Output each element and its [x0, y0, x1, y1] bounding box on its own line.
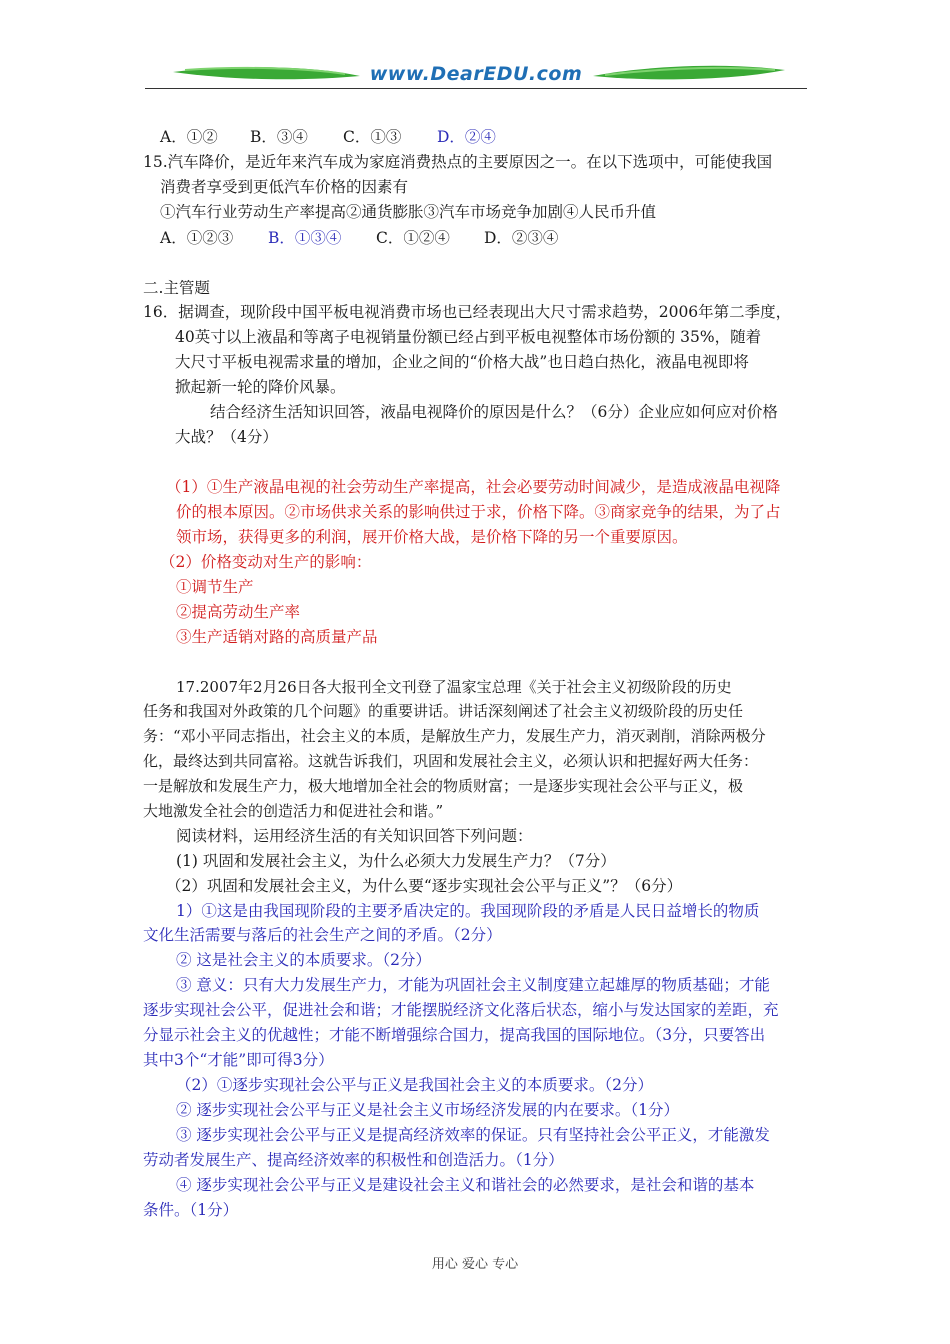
q16-question-line: 大战？（4分） — [175, 428, 278, 446]
q17-answer-line: （2）①逐步实现社会公平与正义是我国社会主义的本质要求。（2分） — [176, 1076, 653, 1094]
q16-answer-line: ③生产适销对路的高质量产品 — [176, 628, 378, 646]
q16-answer-line: ②提高劳动生产率 — [176, 603, 301, 621]
q16-stem-line: 16．据调查，现阶段中国平板电视消费市场也已经表现出大尺寸需求趋势，2006年第二季度， — [143, 303, 792, 321]
q17-answer-line: 分显示社会主义的优越性；才能不断增强综合国力，提高我国的国际地位。（3分，只要答出 — [143, 1026, 766, 1044]
q17-instruction: 阅读材料，运用经济生活的有关知识回答下列问题： — [176, 827, 533, 845]
page-header — [145, 60, 807, 92]
q17-stem-line: 一是解放和发展生产力，极大地增加全社会的物质财富；一是逐步实现社会公平与正义，极 — [143, 777, 744, 795]
q16-answer-line: 价的根本原因。②市场供求关系的影响供过于求，价格下降。③商家竞争的结果，为了占 — [176, 503, 781, 521]
q17-stem-line: 务：“邓小平同志指出，社会主义的本质，是解放生产力，发展生产力，消灭剥削，消除两极分 — [143, 727, 766, 745]
q16-stem-line: 40英寸以上液晶和等离子电视销量份额已经占到平板电视整体市场份额的 35%，随着 — [175, 328, 762, 346]
q15-stem-line: 消费者享受到更低汽车价格的因素有 — [160, 178, 409, 196]
q16-answer-line: 领市场，获得更多的利润，展开价格大战，是价格下降的另一个重要原因。 — [176, 528, 688, 546]
q15-option-d: D．②③④ — [484, 229, 559, 247]
q16-answer-line: （1）①生产液晶电视的社会劳动生产率提高，社会必要劳动时间减少，是造成液晶电视降 — [166, 478, 781, 496]
q16-stem-line: 大尺寸平板电视需求量的增加，企业之间的“价格大战”也日趋白热化，液晶电视即将 — [175, 353, 749, 371]
q17-stem-line: 化，最终达到共同富裕。这就告诉我们，巩固和发展社会主义，必须认识和把握好两大任务： — [143, 752, 759, 770]
q16-stem-line: 掀起新一轮的降价风暴。 — [175, 378, 346, 396]
q17-stem-line: 任务和我国对外政策的几个问题》的重要讲话。讲话深刻阐述了社会主义初级阶段的历史任 — [143, 702, 744, 720]
section-title: 二.主管题 — [143, 279, 210, 297]
q17-answer-line: ③ 意义：只有大力发展生产力，才能为巩固社会主义制度建立起雄厚的物质基础；才能 — [176, 976, 770, 994]
q17-answer-line: ② 逐步实现社会公平与正义是社会主义市场经济发展的内在要求。（1分） — [176, 1101, 680, 1119]
q17-answer-line: ③ 逐步实现社会公平与正义是提高经济效率的保证。只有坚持社会公平正义，才能激发 — [176, 1126, 770, 1144]
q15-stem-line: 15.汽车降价，是近年来汽车成为家庭消费热点的主要原因之一。在以下选项中，可能使我国 — [143, 153, 773, 171]
q14-option-a: A．①② — [160, 128, 218, 146]
q16-question-line: 结合经济生活知识回答，液晶电视降价的原因是什么？（6分）企业应如何应对价格 — [210, 403, 778, 421]
q17-answer-line: 劳动者发展生产、提高经济效率的积极性和创造活力。（1分） — [143, 1151, 564, 1169]
q16-answer-line: ①调节生产 — [176, 578, 254, 596]
q15-choices-line: ①汽车行业劳动生产率提高②通货膨胀③汽车市场竞争加剧④人民币升值 — [160, 203, 657, 221]
q15-option-a: A．①②③ — [160, 229, 234, 247]
q17-question-1: (1) 巩固和发展社会主义，为什么必须大力发展生产力？（7分） — [176, 852, 616, 870]
q17-question-2: （2）巩固和发展社会主义，为什么要“逐步实现社会公平与正义”？（6分） — [166, 877, 683, 895]
q17-answer-line: 其中3个“才能”即可得3分） — [143, 1051, 334, 1069]
q17-answer-line: 逐步实现社会公平，促进社会和谐；才能摆脱经济文化落后状态，缩小与发达国家的差距，充 — [143, 1001, 779, 1019]
q17-stem-line: 17.2007年2月26日各大报刊全文刊登了温家宝总理《关于社会主义初级阶段的历史 — [176, 678, 732, 696]
q17-answer-line: 1）①这是由我国现阶段的主要矛盾决定的。我国现阶段的矛盾是人民日益增长的物质 — [176, 902, 760, 920]
q17-answer-line: 条件。（1分） — [143, 1201, 239, 1219]
q17-answer-line: 文化生活需要与落后的社会生产之间的矛盾。（2分） — [143, 926, 502, 944]
q14-option-d: D．②④ — [437, 128, 496, 146]
q15-option-c: C．①②④ — [376, 229, 450, 247]
q15-option-b: B．①③④ — [268, 229, 342, 247]
q17-answer-line: ② 这是社会主义的本质要求。（2分） — [176, 951, 432, 969]
q17-answer-line: ④ 逐步实现社会公平与正义是建设社会主义和谐社会的必然要求，是社会和谐的基本 — [176, 1176, 755, 1194]
q17-stem-line: 大地激发全社会的创造活力和促进社会和谐。” — [143, 802, 444, 820]
q14-option-b: B．③④ — [250, 128, 308, 146]
q16-answer-line: （2）价格变动对生产的影响： — [160, 553, 372, 571]
header-logo: www.DearEDU.com — [369, 63, 583, 85]
header-rule — [145, 88, 807, 89]
q14-option-c: C．①③ — [343, 128, 402, 146]
page-footer: 用心 爱心 专心 — [431, 1257, 519, 1272]
